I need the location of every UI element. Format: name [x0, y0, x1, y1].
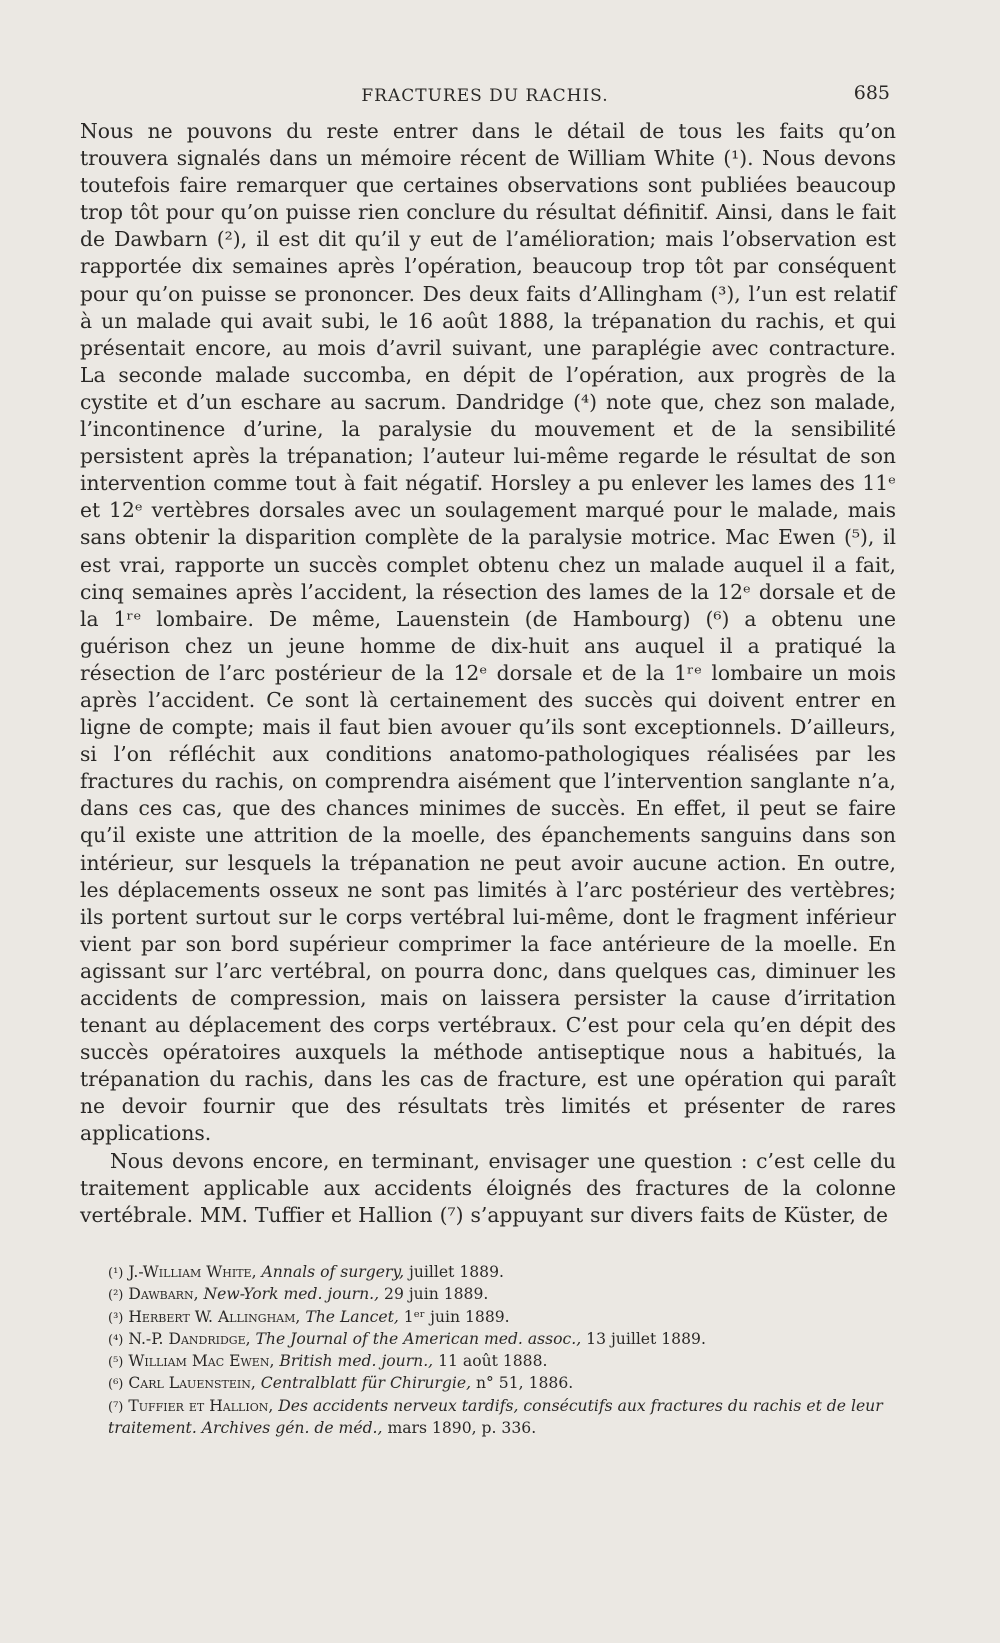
footnote: [88, 1307, 904, 1329]
footnote-rest: 13 juillet 1889.: [586, 1329, 706, 1348]
footnote: [88, 1329, 904, 1351]
footnote-author: Tuffier et Hallion,: [128, 1396, 274, 1415]
footnote-author: William Mac Ewen,: [128, 1352, 275, 1371]
paragraph: Nous devons encore, en terminant, envisager une question : c’est celle du traitement applicable aux accidents éloignés des fractures de la colonne vertébrale. MM. Tuffier et Hallion (⁷) s’appuyant sur divers faits de Küster, de: [80, 1148, 896, 1227]
footnote-rest: mars 1890, p. 336.: [387, 1419, 537, 1438]
footnote-number: (⁷): [108, 1399, 124, 1415]
footnote: [88, 1284, 904, 1306]
footnote-rest: 29 juin 1889.: [384, 1285, 489, 1304]
footnote-rest: juillet 1889.: [409, 1263, 504, 1281]
footnote-author: Dawbarn,: [128, 1285, 199, 1304]
footnote-rest: 11 août 1888.: [438, 1352, 548, 1371]
footnote-title: Centralblatt für Chirurgie,: [260, 1374, 472, 1393]
footnote: [88, 1262, 904, 1284]
footnote-title: New-York med. journ.,: [203, 1285, 380, 1304]
footnote-title: British med. journ.,: [279, 1352, 434, 1371]
page-number: 685: [853, 82, 890, 104]
paragraph: Nous ne pouvons du reste entrer dans le détail de tous les faits qu’on trouvera signalés dans un mémoire récent de William White (¹). Nous devons toutefois faire remarquer que certaines observations sont publiées beaucoup trop tôt pour qu’on puisse rien conclure du résultat définitif. Ainsi, dans le fait de Dawbarn (²), il est dit qu’il y eut de l’amélioration; mais l’observation est rapportée dix semaines après l’opération, beaucoup trop tôt par conséquent pour qu’on puisse se prononcer. Des deux faits d’Allingham (³), l’un est relatif à un malade qui avait subi, le 16 août 1888, la trépanation du rachis, et qui présentait encore, au mois d’avril suivant, une paraplégie avec contracture. La seconde malade succomba, en dépit de l’opération, aux progrès de la cystite et d’un eschare au sacrum. Dandridge (⁴) note que, chez son malade, l’incontinence d’urine, la paralysie du mouvement et de la sensibilité persistent après la trépanation; l’auteur lui-même regarde le résultat de son intervention comme tout à fait négatif. Horsley a pu enlever les lames des 11ᵉ et 12ᵉ vertèbres dorsales avec un soulagement marqué pour le malade, mais sans obtenir la disparition complète de la paralysie motrice. Mac Ewen (⁵), il est vrai, rapporte un succès complet obtenu chez un malade auquel il a fait, cinq semaines après l’accident, la résection des lames de la 12ᵉ dorsale et de la 1ʳᵉ lombaire. De même, Lauenstein (de Hambourg) (⁶) a obtenu une guérison chez un jeune homme de dix-huit ans auquel il a pratiqué la résection de l’arc postérieur de la 12ᵉ dorsale et de la 1ʳᵉ lombaire un mois après l’accident. Ce sont là certainement des succès qui doivent entrer en ligne de compte; mais il faut bien avouer qu’ils sont exceptionnels. D’ailleurs, si l’on réfléchit aux conditions anatomo-pathologiques réalisées par les fractures du rachis, on comprendra aisément que l’intervention sanglante n’a, dans ces cas, que des chances minimes de succès. En effet, il peut se faire qu’il existe une attrition de la moelle, des épanchements sanguins dans son intérieur, sur lesquels la trépanation ne peut avoir aucune action. En outre, les déplacements osseux ne sont pas limités à l’arc postérieur des vertèbres; ils portent surtout sur le corps vertébral lui-même, dont le fragment inférieur vient par son bord supérieur comprimer la face antérieure de la moelle. En agissant sur l’arc vertébral, on pourra donc, dans quelques cas, diminuer les accidents de compression, mais on laissera persister la cause d’irritation tenant au déplacement des corps vertébraux. C’est pour cela qu’en dépit des succès opératoires auxquels la méthode antiseptique nous a habitués, la trépanation du rachis, dans les cas de fracture, est une opération qui paraît ne devoir fournir que des résultats très limités et présenter de rares applications.: [80, 119, 896, 1146]
footnote-title: The Journal of the American med. assoc.,: [255, 1329, 582, 1348]
footnote-number: (³): [108, 1310, 124, 1326]
footnote: [88, 1351, 904, 1373]
footnote-title: Des accidents nerveux tardifs, consécutifs aux fractures du rachis et de leur traitement. Archives gén. de méd.,: [108, 1396, 883, 1438]
footnote-author: J.-William White,: [128, 1263, 257, 1281]
footnote-number: (⁴): [108, 1332, 124, 1348]
footnote-rest: n° 51, 1886.: [476, 1374, 574, 1393]
footnote-number: (⁶): [108, 1377, 124, 1393]
body-text: [80, 118, 896, 1229]
footnote: [88, 1396, 904, 1440]
footnote-number: (¹): [108, 1266, 124, 1281]
footnote-number: (²): [108, 1288, 124, 1304]
footnote-author: N.-P. Dandridge,: [128, 1329, 251, 1348]
footnote-title: Annals of surgery,: [261, 1263, 405, 1281]
footnote: [88, 1373, 904, 1395]
footnote-author: Carl Lauenstein,: [128, 1374, 256, 1393]
footnote-number: (⁵): [108, 1355, 124, 1371]
footnotes: [88, 1262, 904, 1439]
footnote-rest: 1ᵉʳ juin 1889.: [403, 1307, 510, 1326]
footnote-author: Herbert W. Allingham,: [128, 1307, 301, 1326]
running-title: FRACTURES DU RACHIS.: [361, 86, 609, 106]
page-header: [80, 82, 890, 116]
footnote-title: The Lancet,: [305, 1307, 399, 1326]
